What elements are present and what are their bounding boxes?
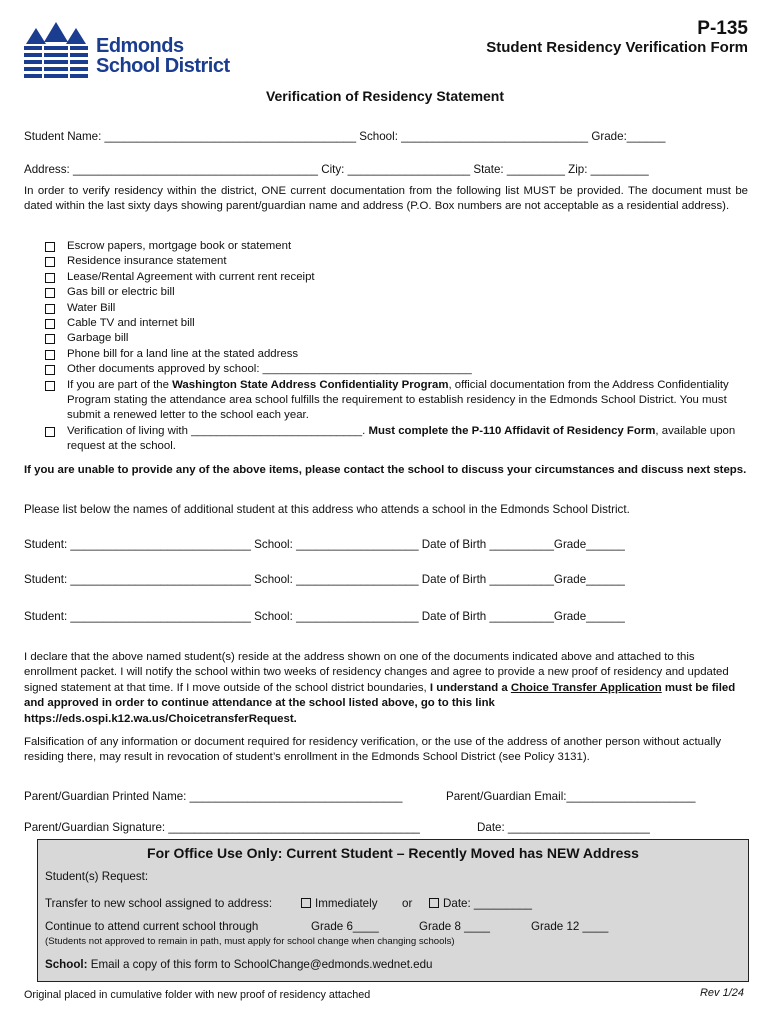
signature-field[interactable]: Parent/Guardian Signature: _______________________________________ (24, 821, 420, 834)
additional-student-row-2[interactable]: Student: ____________________________ School: ___________________ Date of Birth __________Grade______ (24, 573, 625, 586)
student-name-line[interactable]: Student Name: _______________________________________ School: _____________________________ Grade:______ (24, 130, 666, 143)
checkbox-icon[interactable] (45, 334, 55, 344)
list-item[interactable]: Escrow papers, mortgage book or statement (45, 239, 745, 254)
checkbox-icon[interactable] (45, 288, 55, 298)
printed-name-field[interactable]: Parent/Guardian Printed Name: _________________________________ (24, 790, 403, 803)
checkbox-icon[interactable] (45, 304, 55, 314)
district-logo-icon (22, 22, 90, 78)
logo-line1: Edmonds (96, 35, 184, 57)
date-field[interactable]: Date: ______________________ (477, 821, 650, 834)
grade-8-field[interactable]: Grade 8 ____ (419, 920, 490, 933)
list-item[interactable]: Verification of living with ___________________________. Must complete the P-110 Affidavit of Residency Form, available upon request at the school. (45, 424, 745, 455)
path-note: (Students not approved to remain in path, must apply for school change when changing schools) (45, 936, 455, 947)
list-item[interactable]: Garbage bill (45, 331, 745, 346)
intro-paragraph: In order to verify residency within the district, ONE current documentation from the following list MUST be provided. The document must be dated within the last sixty days showing parent/guardian name and address (P.O. Box numbers are not acceptable as a residential address). (24, 185, 748, 213)
checkbox-icon[interactable] (45, 257, 55, 267)
school-email-note: School: Email a copy of this form to SchoolChange@edmonds.wednet.edu (45, 958, 433, 971)
checkbox-icon[interactable] (45, 381, 55, 391)
choice-transfer-link[interactable]: Choice Transfer Application (510, 681, 662, 694)
additional-students-intro: Please list below the names of additional student at this address who attends a school in the Edmonds School District. (24, 503, 630, 516)
unable-note: If you are unable to provide any of the above items, please contact the school to discuss your circumstances and discuss next steps. (24, 464, 747, 476)
revision-label: Rev 1/24 (699, 987, 744, 999)
form-title: Student Residency Verification Form (486, 39, 748, 56)
office-title: For Office Use Only: Current Student – Recently Moved has NEW Address (147, 845, 639, 861)
list-item[interactable]: Lease/Rental Agreement with current rent receipt (45, 270, 745, 285)
form-number: P-135 (697, 18, 748, 39)
continue-label: Continue to attend current school through (45, 920, 259, 933)
list-item[interactable]: Water Bill (45, 301, 745, 316)
list-item[interactable]: Cable TV and internet bill (45, 316, 745, 331)
grade-12-field[interactable]: Grade 12 ____ (531, 920, 609, 933)
transfer-label: Transfer to new school assigned to address: (45, 897, 273, 910)
address-line[interactable]: Address: ______________________________________ City: ___________________ State: _________ Zip: _________ (24, 163, 649, 176)
list-item[interactable]: Gas bill or electric bill (45, 285, 745, 300)
checkbox-icon[interactable] (45, 350, 55, 360)
document-checklist (45, 239, 745, 455)
falsification-paragraph: Falsification of any information or document required for residency verification, or the use of the address of another person without actually residing there, may result in revocation of student’s enrollment in the Edmonds School District (see Policy 3131). (24, 736, 722, 764)
email-field[interactable]: Parent/Guardian Email:____________________ (446, 790, 696, 803)
checkbox-icon[interactable] (45, 319, 55, 329)
checkbox-icon[interactable] (45, 427, 55, 437)
additional-student-row-1[interactable]: Student: ____________________________ School: ___________________ Date of Birth __________Grade______ (24, 538, 625, 551)
checkbox-icon[interactable] (45, 365, 55, 375)
checkbox-icon[interactable] (429, 898, 439, 908)
immediately-option[interactable]: Immediately (301, 896, 378, 911)
or-label: or (402, 897, 413, 910)
logo-line2: School District (96, 55, 230, 77)
declaration-paragraph: I declare that the above named student(s) reside at the address shown on one of the documents indicated above and attached to this enrollment packet. I will notify the school within two weeks of residency changes and agree to provide a new proof of residency and updated signed statement at that time. If I move outside of the school district boundaries, I understand a Choice Transfer Application must be filed and approved in order to continue attendance at the school listed above, go to this link https://eds.ospi.k12.wa.us/ChoicetransferRequest. (24, 651, 736, 725)
student-request-label: Student(s) Request: (45, 870, 149, 883)
list-item[interactable]: Residence insurance statement (45, 254, 745, 269)
grade-6-field[interactable]: Grade 6____ (311, 920, 379, 933)
list-item[interactable]: Other documents approved by school: _________________________________ (45, 362, 745, 377)
transfer-date-option[interactable]: Date: _________ (429, 896, 532, 911)
additional-student-row-3[interactable]: Student: ____________________________ School: ___________________ Date of Birth __________Grade______ (24, 610, 625, 623)
section-title: Verification of Residency Statement (265, 88, 505, 104)
footer-note: Original placed in cumulative folder with new proof of residency attached (24, 989, 371, 1001)
list-item[interactable]: Phone bill for a land line at the stated address (45, 347, 745, 362)
checkbox-icon[interactable] (45, 273, 55, 283)
checkbox-icon[interactable] (45, 242, 55, 252)
logo-wordmark (96, 36, 230, 76)
office-use-box (37, 839, 749, 982)
list-item[interactable]: If you are part of the Washington State Address Confidentiality Program, official documentation from the Address Confidentiality Program stating the attendance area school fulfills the requirement to establish residency in the Edmonds School District. You must submit a renewed letter to the school each year. (45, 378, 745, 424)
checkbox-icon[interactable] (301, 898, 311, 908)
